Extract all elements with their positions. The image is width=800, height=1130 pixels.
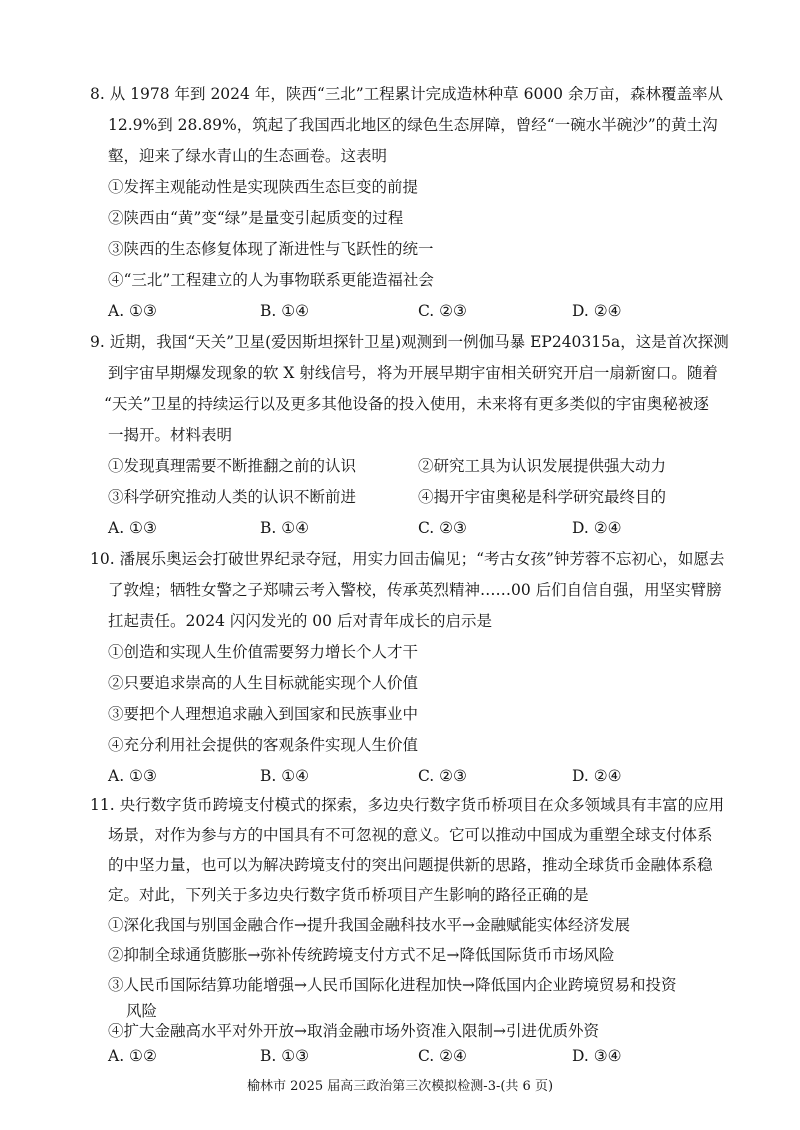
- q11-stem-line-1: 11. 央行数字货币跨境支付模式的探索，多边央行数字货币桥项目在众多领域具有丰富的应用: [90, 796, 725, 814]
- q8-stem-line-2: 12.9%到 28.89%，筑起了我国西北地区的绿色生态屏障，曾经“一碗水半碗沙”的黄土沟: [108, 116, 718, 134]
- q11-stem-line-3: 的中坚力量，也可以为解决跨境支付的突出问题提供新的思路，推动全球货币金融体系稳: [108, 856, 713, 874]
- q8-statement-2: ②陕西由“黄”变“绿”是量变引起质变的过程: [108, 209, 404, 227]
- q10-option-d: D. ②④: [572, 767, 622, 785]
- q8-option-a: A. ①③: [108, 302, 157, 320]
- q9-stem-line-4: 一揭开。材料表明: [108, 426, 233, 444]
- q8-option-b: B. ①④: [260, 302, 310, 320]
- q11-option-b: B. ①③: [260, 1047, 310, 1065]
- q10-stem-line-3: 扛起责任。2024 闪闪发光的 00 后对青年成长的启示是: [108, 612, 492, 630]
- q11-stem-line-2: 场景，对作为参与方的中国具有不可忽视的意义。它可以推动中国成为重塑全球支付体系: [108, 826, 713, 844]
- q8-statement-4: ④“三北”工程建立的人为事物联系更能造福社会: [108, 271, 434, 289]
- q11-option-c: C. ②④: [418, 1047, 467, 1065]
- q11-statement-4: ④扩大金融高水平对外开放→取消金融市场外资准入限制→引进优质外资: [108, 1022, 599, 1040]
- q9-statement-1: ①发现真理需要不断推翻之前的认识: [108, 457, 357, 475]
- q10-statement-1: ①创造和实现人生价值需要努力增长个人才干: [108, 643, 419, 661]
- q8-statement-1: ①发挥主观能动性是实现陕西生态巨变的前提: [108, 178, 419, 196]
- q11-statement-3: ③人民币国际结算功能增强→人民币国际化进程加快→降低国内企业跨境贸易和投资: [108, 976, 677, 994]
- q11-statement-3-cont: 风险: [126, 1002, 158, 1020]
- page-footer: 榆林市 2025 届高三政治第三次模拟检测-3-(共 6 页): [246, 1079, 554, 1094]
- q9-option-a: A. ①③: [108, 519, 157, 537]
- q10-statement-3: ③要把个人理想追求融入到国家和民族事业中: [108, 705, 419, 723]
- q10-option-c: C. ②③: [418, 767, 467, 785]
- q10-option-a: A. ①③: [108, 767, 157, 785]
- q8-stem-line-3: 壑，迎来了绿水青山的生态画卷。这表明: [108, 147, 388, 165]
- q10-stem-line-1: 10. 潘展乐奥运会打破世界纪录夺冠，用实力回击偏见；“考古女孩”钟芳蓉不忘初心，如愿去: [90, 550, 725, 568]
- q9-statement-3: ③科学研究推动人类的认识不断前进: [108, 488, 357, 506]
- q11-option-a: A. ①②: [108, 1047, 157, 1065]
- q9-stem-line-2: 到宇宙早期爆发现象的软 X 射线信号，将为开展早期宇宙相关研究开启一扇新窗口。随着: [108, 364, 718, 382]
- q8-option-d: D. ②④: [572, 302, 622, 320]
- q11-statement-2: ②抑制全球通货膨胀→弥补传统跨境支付方式不足→降低国际货币市场风险: [108, 946, 615, 964]
- q9-option-b: B. ①④: [260, 519, 310, 537]
- q8-stem-line-1: 8. 从 1978 年到 2024 年，陕西“三北”工程累计完成造林种草 6000 余万亩，森林覆盖率从: [90, 85, 723, 103]
- q8-statement-3: ③陕西的生态修复体现了渐进性与飞跃性的统一: [108, 240, 434, 258]
- q10-statement-2: ②只要追求崇高的人生目标就能实现个人价值: [108, 674, 419, 692]
- q8-option-c: C. ②③: [418, 302, 467, 320]
- q9-option-c: C. ②③: [418, 519, 467, 537]
- q10-option-b: B. ①④: [260, 767, 310, 785]
- q10-statement-4: ④充分利用社会提供的客观条件实现人生价值: [108, 736, 419, 754]
- q11-option-d: D. ③④: [572, 1047, 622, 1065]
- q9-stem-line-3: “天关”卫星的持续运行以及更多其他设备的投入使用，未来将有更多类似的宇宙奥秘被逐: [104, 395, 709, 413]
- q9-stem-line-1: 9. 近期，我国“天关”卫星(爱因斯坦探针卫星)观测到一例伽马暴 EP240315a，这是首次探测: [90, 333, 729, 351]
- q10-stem-line-2: 了敦煌；牺牲女警之子郑啸云考入警校，传承英烈精神……00 后们自信自强，用坚实臂膀: [108, 581, 722, 599]
- q9-statement-2: ②研究工具为认识发展提供强大动力: [418, 457, 667, 475]
- q9-statement-4: ④揭开宇宙奥秘是科学研究最终目的: [418, 488, 667, 506]
- q9-option-d: D. ②④: [572, 519, 622, 537]
- q11-statement-1: ①深化我国与别国金融合作→提升我国金融科技水平→金融赋能实体经济发展: [108, 916, 630, 934]
- q11-stem-line-4: 定。对此，下列关于多边央行数字货币桥项目产生影响的路径正确的是: [108, 886, 589, 904]
